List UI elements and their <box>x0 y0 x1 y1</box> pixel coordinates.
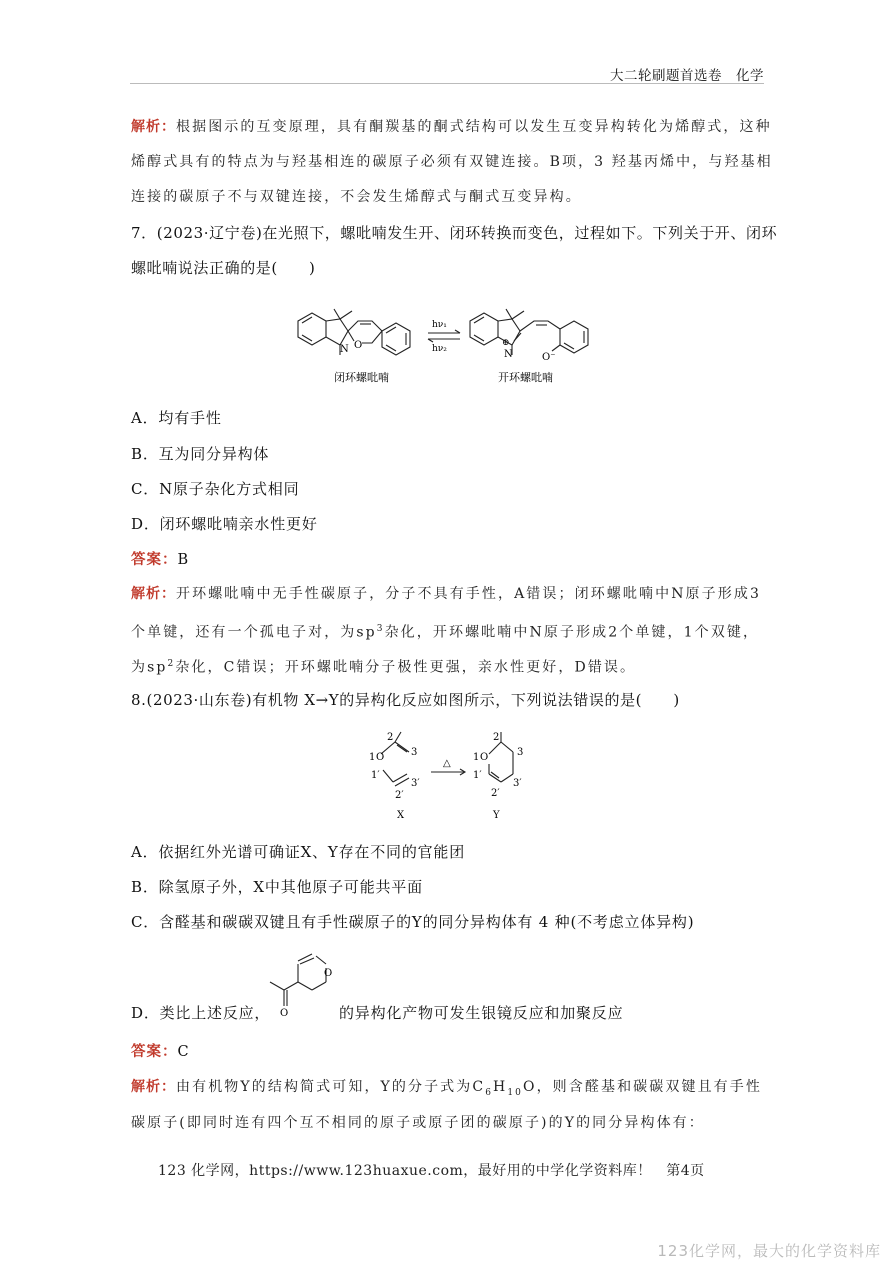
header-divider <box>130 83 764 84</box>
analysis-label: 解析： <box>131 586 176 602</box>
analysis-text: 根据图示的互变原理，具有酮羰基的酮式结构可以发生互变异构转化为烯醇式，这种 <box>176 119 772 135</box>
heat-label: △ <box>443 758 451 769</box>
atom-1p-label: 1′ <box>371 770 380 781</box>
x-label: X <box>397 810 405 821</box>
q7-analysis-line-2 <box>131 620 759 642</box>
y-atom-3p-label: 3′ <box>513 778 522 789</box>
open-spiropyran-label: 开环螺吡喃 <box>498 371 553 384</box>
q8-option-a: A．依据红外光谱可确证X、Y存在不同的官能团 <box>131 843 466 861</box>
q8-option-b: B．除氢原子外，X中其他原子可能共平面 <box>131 878 423 896</box>
analysis-line-2: 烯醇式具有的特点为与羟基相连的碳原子必须有双键连接。B项，3 羟基丙烯中，与羟基相 <box>131 154 773 170</box>
answer-value: C <box>177 1044 189 1060</box>
isomerization-figure <box>365 728 535 828</box>
y-atom-1p-label: 1′ <box>473 770 482 781</box>
q8-option-c: C．含醛基和碳碳双键且有手性碳原子的Y的同分异构体有 4 种(不考虑立体异构) <box>131 913 695 931</box>
q8-option-d-a: D．类比上述反应， <box>131 1004 271 1022</box>
closed-o-label: O <box>354 340 363 351</box>
watermark: 123化学网，最大的化学资料库 <box>657 1242 881 1260</box>
analysis-text: 由有机物Y的结构简式可知，Y的分子式为C <box>176 1079 486 1095</box>
analysis-text: 个单键，还有一个孤电子对，为sp <box>131 624 377 641</box>
question-8-line-1: 8.(2023·山东卷)有机物 X→Y的异构化反应如图所示，下列说法错误的是( ) <box>131 691 680 709</box>
open-n-label: N <box>504 349 513 360</box>
question-7-line-1: 7．(2023·辽宁卷)在光照下，螺吡喃发生开、闭环转换而变色，过程如下。下列关于开、闭环 <box>131 224 778 242</box>
option-d-structure <box>266 942 346 1026</box>
q7-analysis-line-1 <box>131 585 761 603</box>
analysis-text: O，则含醛基和碳碳双键且有手性 <box>523 1079 762 1095</box>
answer-value: B <box>177 552 189 568</box>
atom-2p-label: 2′ <box>395 790 404 801</box>
answer-label: 答案： <box>131 1043 178 1060</box>
y-atom-2p-label: 2′ <box>491 788 500 799</box>
analysis-text: 开环螺吡喃中无手性碳原子，分子不具有手性，A错误；闭环螺吡喃中N原子形成3 <box>176 586 761 602</box>
q8-option-d-b: 的异构化产物可发生银镜反应和加聚反应 <box>339 1004 624 1022</box>
closed-spiropyran-label: 闭环螺吡喃 <box>334 371 389 384</box>
oxygen-label: O <box>376 752 385 763</box>
q8-answer <box>131 1043 189 1061</box>
analysis-text: 为sp <box>131 659 168 676</box>
q7-option-a: A．均有手性 <box>131 409 222 427</box>
atom-2-label: 2 <box>387 732 394 743</box>
analysis-label: 解析： <box>131 1079 176 1095</box>
n-plus-label: ⊕ <box>502 338 510 348</box>
q7-option-b: B．互为同分异构体 <box>131 445 270 463</box>
y-atom-3-label: 3 <box>517 747 524 758</box>
analysis-text: H <box>493 1079 508 1095</box>
hv1-label: hν₁ <box>432 320 447 330</box>
q7-answer <box>131 551 188 569</box>
phenoxide-label: O⁻ <box>542 352 556 363</box>
superscript: 3 <box>376 624 385 634</box>
q8-analysis-line-2: 碳原子(即同时连有四个互不相同的原子或原子团的碳原子)的Y的同分异构体有： <box>131 1115 705 1131</box>
atom-3-label: 3 <box>411 747 418 758</box>
analysis-line-3: 连接的碳原子不与双键连接，不会发生烯醇式与酮式互变异构。 <box>131 189 582 205</box>
q8-analysis-line-1 <box>131 1078 762 1102</box>
q7-option-c: C．N原子杂化方式相同 <box>131 480 300 498</box>
atom-1-label: 1 <box>369 752 376 763</box>
subscript: 6 <box>485 1087 494 1098</box>
answer-label: 答案： <box>131 551 178 568</box>
superscript: 2 <box>167 659 176 669</box>
ring-oxygen-label: O <box>324 968 333 979</box>
q7-analysis-line-3 <box>131 655 636 677</box>
q7-option-d: D．闭环螺吡喃亲水性更好 <box>131 515 318 533</box>
analysis-label: 解析： <box>131 119 176 135</box>
question-7-line-2: 螺吡喃说法正确的是( ) <box>131 259 316 277</box>
hv2-label: hν₂ <box>432 344 447 354</box>
analysis-text: 杂化，C错误；开环螺吡喃分子极性更强，亲水性更好，D错误。 <box>175 659 637 676</box>
page-footer: 123 化学网，https://www.123huaxue.com，最好用的中学化学资料库！ 第4页 <box>158 1163 705 1179</box>
spiropyran-figure <box>290 305 610 394</box>
subscript: 10 <box>507 1087 523 1098</box>
carbonyl-oxygen-label: O <box>280 1008 289 1019</box>
closed-n-label: N <box>340 344 349 355</box>
y-label: Y <box>493 810 500 821</box>
page-header: 大二轮刷题首选卷 化学 <box>610 68 764 84</box>
y-oxygen-label: O <box>480 752 489 763</box>
y-atom-1-label: 1 <box>473 752 480 763</box>
analysis-text: 杂化，开环螺吡喃中N原子形成2个单键，1个双键， <box>384 624 760 641</box>
atom-3p-label: 3′ <box>411 778 420 789</box>
y-atom-2-label: 2 <box>493 732 500 743</box>
analysis-line-1 <box>131 118 772 136</box>
